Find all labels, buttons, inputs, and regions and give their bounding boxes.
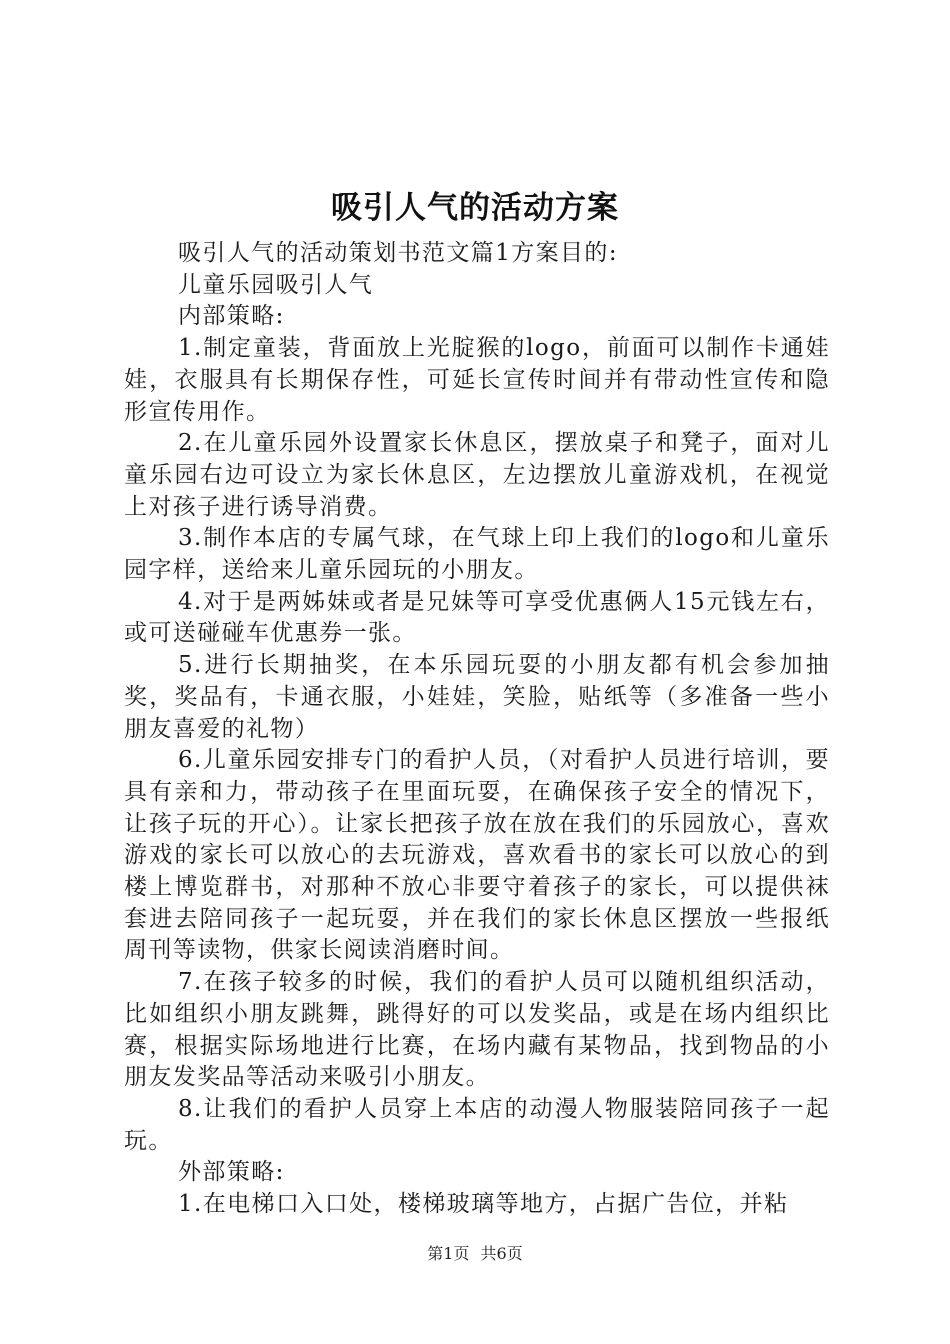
paragraph: 内部策略: — [178, 303, 285, 330]
document-body — [124, 238, 830, 1221]
paragraph: 4.对于是两姊妹或者是兄妹等可享受优惠俩人15元钱左右，或可送碰碰车优惠券一张。 — [124, 588, 830, 647]
paragraph: 外部策略: — [178, 1159, 285, 1186]
paragraph: 2.在儿童乐园外设置家长休息区，摆放桌子和凳子，面对儿童乐园右边可设立为家长休息区，左边摆放儿童游戏机，在视觉上对孩子进行诱导消费。 — [124, 430, 830, 520]
paragraph: 6.儿童乐园安排专门的看护人员，（对看护人员进行培训，要具有亲和力，带动孩子在里面玩耍，在确保孩子安全的情况下，让孩子玩的开心）。让家长把孩子放在放在我们的乐园放心，喜欢游戏的家长可以放心的去玩游戏，喜欢看书的家长可以放心的到楼上博览群书，对那种不放心非要守着孩子的家长，可以提供袜套进去陪同孩子一起玩耍，并在我们的家长休息区摆放一些报纸周刊等读物，供家长阅读消磨时间。 — [124, 747, 830, 964]
paragraph: 7.在孩子较多的时候，我们的看护人员可以随机组织活动，比如组织小朋友跳舞，跳得好的可以发奖品，或是在场内组织比赛，根据实际场地进行比赛，在场内藏有某物品，找到物品的小朋友发奖品等活动来吸引小朋友。 — [124, 969, 830, 1091]
paragraph: 3.制作本店的专属气球，在气球上印上我们的logo和儿童乐园字样，送给来儿童乐园玩的小朋友。 — [124, 525, 830, 584]
paragraph: 5.进行长期抽奖，在本乐园玩耍的小朋友都有机会参加抽奖，奖品有，卡通衣服，小娃娃，笑脸，贴纸等（多准备一些小朋友喜爱的礼物） — [124, 652, 830, 742]
page-footer — [0, 1242, 950, 1266]
page-total: 共6页 — [480, 1244, 523, 1263]
paragraph: 8.让我们的看护人员穿上本店的动漫人物服装陪同孩子一起玩。 — [124, 1095, 830, 1154]
paragraph: 吸引人气的活动策划书范文篇1方案目的: — [178, 240, 618, 266]
paragraph: 1.制定童装，背面放上光腚猴的logo，前面可以制作卡通娃娃，衣服具有长期保存性，可延长宣传时间并有带动性宣传和隐形宣传用作。 — [124, 335, 830, 425]
paragraph: 儿童乐园吸引人气 — [178, 271, 374, 298]
document-title: 吸引人气的活动方案 — [331, 190, 619, 226]
page-number: 第1页 — [427, 1244, 470, 1263]
paragraph: 1.在电梯口入口处，楼梯玻璃等地方，占据广告位，并粘 — [178, 1191, 789, 1218]
